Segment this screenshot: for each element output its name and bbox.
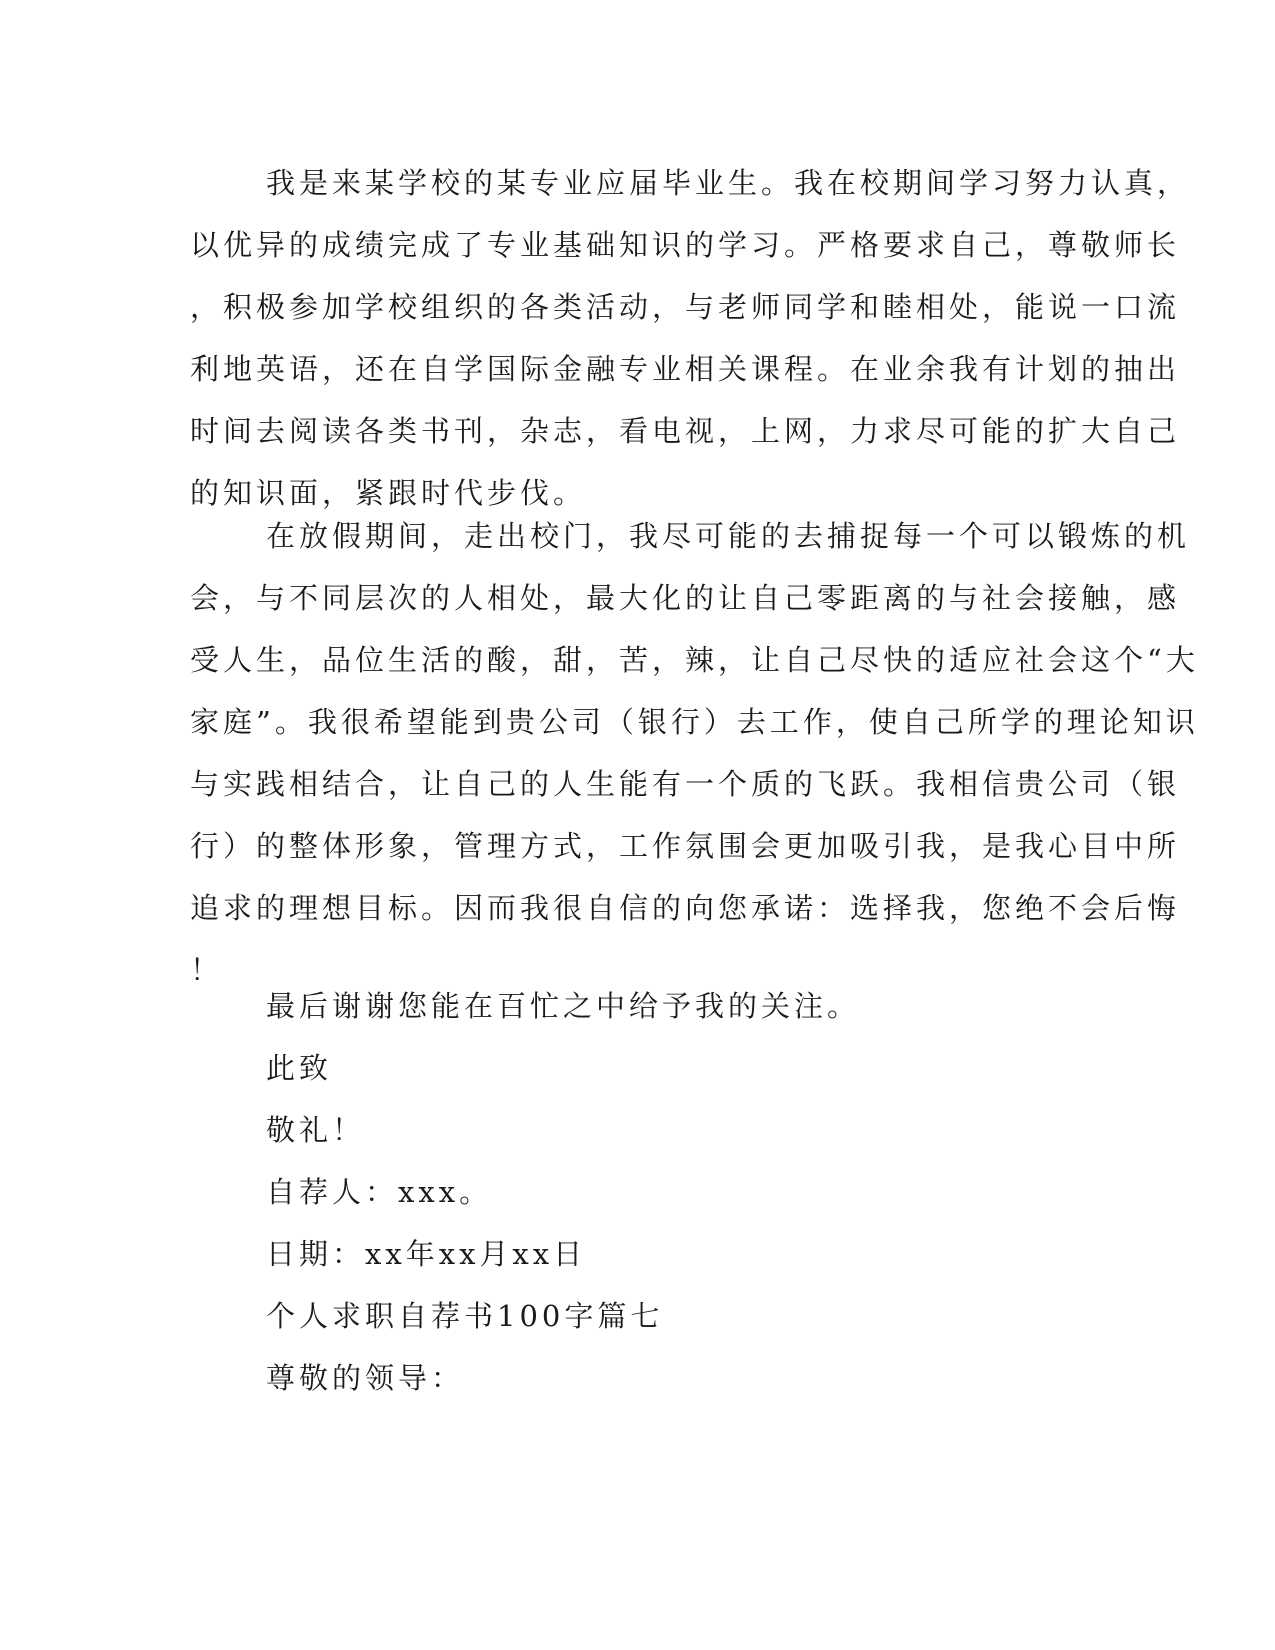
- section-title: 个人求职自荐书100字篇七: [266, 1299, 664, 1333]
- text-line: 行）的整体形象，管理方式，工作氛围会更加吸引我，是我心目中所: [190, 829, 1181, 863]
- text-line: 与实践相结合，让自己的人生能有一个质的飞跃。我相信贵公司（银: [190, 767, 1181, 801]
- text-line: 受人生，品位生活的酸，甜，苦，辣，让自己尽快的适应社会这个“大: [190, 643, 1199, 677]
- paragraph-intro: [190, 152, 1191, 524]
- text-line: 追求的理想目标。因而我很自信的向您承诺：选择我，您绝不会后悔: [190, 891, 1181, 925]
- text-line: 在放假期间，走出校门，我尽可能的去捕捉每一个可以锻炼的机: [266, 519, 1191, 553]
- text-line: 我是来某学校的某专业应届毕业生。我在校期间学习努力认真，: [266, 166, 1191, 200]
- salutation-line: 此致: [266, 1051, 333, 1085]
- text-line: 以优异的成绩完成了专业基础知识的学习。严格要求自己，尊敬师长: [190, 228, 1181, 262]
- date-line: 日期：xx年xx月xx日: [266, 1237, 587, 1271]
- signer-line: 自荐人：xxx。: [266, 1175, 493, 1209]
- text-line: ！: [190, 953, 224, 987]
- text-line: 家庭”。我很希望能到贵公司（银行）去工作，使自己所学的理论知识: [190, 705, 1199, 739]
- closing-block: [190, 975, 1085, 1409]
- text-line: 时间去阅读各类书刊，杂志，看电视，上网，力求尽可能的扩大自己: [190, 414, 1181, 448]
- greeting-line: 尊敬的领导：: [266, 1361, 465, 1395]
- text-line: 会，与不同层次的人相处，最大化的让自己零距离的与社会接触，感: [190, 581, 1181, 615]
- paragraph-holiday: [190, 505, 1199, 1001]
- closing-line: 最后谢谢您能在百忙之中给予我的关注。: [266, 989, 861, 1023]
- salutation-line: 敬礼！: [266, 1113, 366, 1147]
- text-line: 利地英语，还在自学国际金融专业相关课程。在业余我有计划的抽出: [190, 352, 1181, 386]
- text-line: ，积极参加学校组织的各类活动，与老师同学和睦相处，能说一口流: [190, 290, 1181, 324]
- text-line: 的知识面，紧跟时代步伐。: [190, 476, 587, 510]
